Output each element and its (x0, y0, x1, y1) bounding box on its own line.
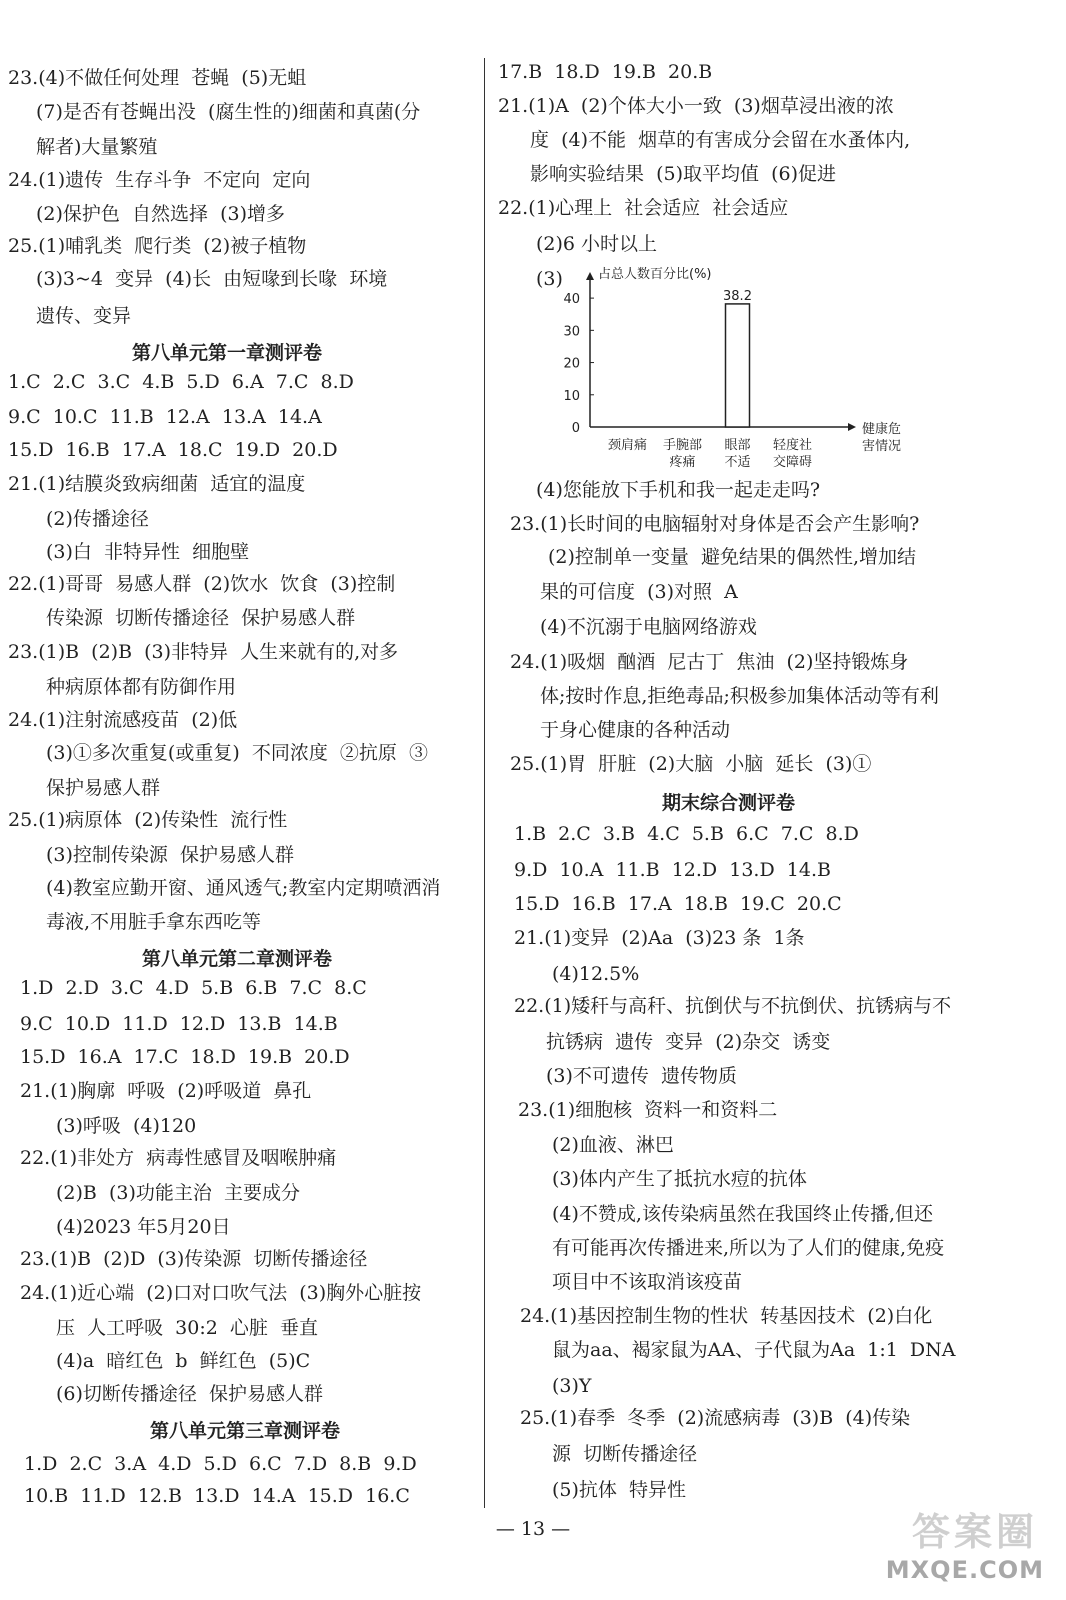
x-tick-label: 不适 (724, 455, 751, 470)
answer-line: 1.D 2.C 3.A 4.D 5.D 6.C 7.D 8.B 9.D (24, 1453, 417, 1475)
answer-line: 23.(1)B (2)D (3)传染源 切断传播途径 (20, 1248, 368, 1270)
x-tick-label: 交障碍 (772, 455, 813, 470)
y-tick-label: 30 (563, 324, 580, 340)
answer-line: 于身心健康的各种活动 (540, 719, 731, 741)
x-axis-label: 害情况 (862, 439, 902, 454)
bar-chart (540, 262, 920, 477)
answer-line: (2)控制单一变量 避免结果的偶然性,增加结 (548, 546, 917, 568)
y-tick-label: 0 (571, 421, 580, 436)
answer-line: 解者)大量繁殖 (36, 136, 158, 158)
answer-line: 24.(1)基因控制生物的性状 转基因技术 (2)白化 (520, 1305, 933, 1327)
x-axis-arrow (848, 423, 856, 431)
answer-line: 1.C 2.C 3.C 4.B 5.D 6.A 7.C 8.D (8, 371, 354, 393)
x-tick-label: 疼痛 (669, 455, 696, 470)
answer-line: 体;按时作息,拒绝毒品;积极参加集体活动等有利 (540, 685, 939, 707)
watermark-logo: 答案圈 (911, 1510, 1038, 1554)
answer-line: 24.(1)近心端 (2)口对口吹气法 (3)胸外心脏按 (20, 1282, 422, 1304)
answer-line: 影响实验结果 (5)取平均值 (6)促进 (530, 163, 836, 185)
answer-line: (4)您能放下手机和我一起走走吗? (536, 479, 821, 501)
answer-line: (6)切断传播途径 保护易感人群 (56, 1383, 323, 1405)
answer-line: 项目中不该取消该疫苗 (552, 1271, 743, 1293)
answer-line: (4)不赞成,该传染病虽然在我国终止传播,但还 (552, 1203, 933, 1225)
y-tick-label: 40 (563, 292, 580, 308)
answer-line: 果的可信度 (3)对照 A (540, 581, 738, 603)
answer-line: (3) (536, 268, 563, 290)
answer-line: 21.(1)A (2)个体大小一致 (3)烟草浸出液的浓 (498, 95, 894, 117)
answer-line: 25.(1)哺乳类 爬行类 (2)被子植物 (8, 235, 307, 257)
answer-line: 24.(1)注射流感疫苗 (2)低 (8, 709, 238, 731)
answer-line: (2)保护色 自然选择 (3)增多 (36, 203, 285, 225)
answer-line: (3)①多次重复(或重复) 不同浓度 ②抗原 ③ (46, 742, 428, 764)
answer-line: 21.(1)变异 (2)Aa (3)23 条 1条 (514, 927, 805, 949)
answer-line: (2)B (3)功能主治 主要成分 (56, 1182, 300, 1204)
answer-line: 度 (4)不能 烟草的有害成分会留在水蚤体内, (530, 129, 911, 151)
answer-line: 22.(1)矮秆与高秆、抗倒伏与不抗倒伏、抗锈病与不 (514, 995, 952, 1017)
answer-line: (2)传播途径 (46, 508, 149, 530)
answer-line: (4)教室应勤开窗、通风透气;教室内定期喷洒消 (46, 877, 441, 899)
answer-line: (5)抗体 特异性 (552, 1479, 686, 1501)
answer-line: (4)2023 年5月20日 (56, 1216, 231, 1238)
bar (726, 304, 750, 427)
answer-line: 25.(1)春季 冬季 (2)流感病毒 (3)B (4)传染 (520, 1407, 911, 1429)
answer-line: (4)不沉溺于电脑网络游戏 (540, 616, 757, 638)
answer-line: 源 切断传播途径 (552, 1443, 698, 1465)
answer-line: 22.(1)哥哥 易感人群 (2)饮水 饮食 (3)控制 (8, 573, 396, 595)
answer-line: 遗传、变异 (36, 305, 132, 327)
answer-line: 24.(1)吸烟 酗酒 尼古丁 焦油 (2)坚持锻炼身 (510, 651, 909, 673)
section-heading: 第八单元第一章测评卷 (132, 342, 323, 364)
answer-line: 10.B 11.D 12.B 13.D 14.A 15.D 16.C (24, 1485, 410, 1507)
answer-line: 24.(1)遗传 生存斗争 不定向 定向 (8, 169, 311, 191)
y-axis-arrow (586, 272, 594, 280)
x-tick-label: 颈肩痛 (607, 438, 648, 453)
section-heading: 第八单元第三章测评卷 (150, 1420, 341, 1442)
answer-line: 22.(1)非处方 病毒性感冒及咽喉肿痛 (20, 1147, 337, 1169)
answer-line: 9.C 10.C 11.B 12.A 13.A 14.A (8, 406, 322, 428)
answer-line: 15.D 16.A 17.C 18.D 19.B 20.D (20, 1046, 350, 1068)
answer-line: 17.B 18.D 19.B 20.B (498, 61, 713, 83)
answer-line: 25.(1)病原体 (2)传染性 流行性 (8, 809, 288, 831)
answer-line: 1.D 2.D 3.C 4.D 5.B 6.B 7.C 8.C (20, 977, 367, 999)
answer-line: 23.(4)不做任何处理 苍蝇 (5)无蛆 (8, 67, 307, 89)
answer-line: 21.(1)胸廓 呼吸 (2)呼吸道 鼻孔 (20, 1080, 312, 1102)
section-heading: 期末综合测评卷 (662, 792, 796, 814)
answer-line: 1.B 2.C 3.B 4.C 5.B 6.C 7.C 8.D (514, 823, 859, 845)
answer-line: (3)3~4 变异 (4)长 由短喙到长喙 环境 (36, 268, 388, 290)
data-label: 38.2 (723, 288, 752, 304)
answer-line: 有可能再次传播进来,所以为了人们的健康,免疫 (552, 1237, 945, 1259)
answer-line: 21.(1)结膜炎致病细菌 适宜的温度 (8, 473, 306, 495)
answer-line: 压 人工呼吸 30:2 心脏 垂直 (56, 1317, 318, 1339)
answer-line: (2)血液、淋巴 (552, 1134, 674, 1156)
answer-line: 保护易感人群 (46, 777, 161, 799)
column-divider (484, 58, 485, 1508)
page-number: — 13 — (495, 1518, 571, 1540)
answer-line: (3)控制传染源 保护易感人群 (46, 844, 294, 866)
answer-line: (2)6 小时以上 (536, 233, 658, 255)
answer-line: 传染源 切断传播途径 保护易感人群 (46, 607, 356, 629)
x-tick-label: 轻度社 (772, 438, 813, 453)
answer-line: 抗锈病 遗传 变异 (2)杂交 诱变 (546, 1031, 831, 1053)
y-tick-label: 10 (563, 388, 580, 404)
answer-line: (3)呼吸 (4)120 (56, 1115, 197, 1137)
answer-line: 9.D 10.A 11.B 12.D 13.D 14.B (514, 859, 831, 881)
answer-line: 15.D 16.B 17.A 18.C 19.D 20.D (8, 439, 338, 461)
answer-line: (4)a 暗红色 b 鲜红色 (5)C (56, 1350, 311, 1372)
answer-line: 15.D 16.B 17.A 18.B 19.C 20.C (514, 893, 842, 915)
answer-line: (7)是否有苍蝇出没 (腐生性的)细菌和真菌(分 (36, 101, 421, 123)
watermark-text: MXQE.COM (885, 1556, 1044, 1584)
y-axis-label: 占总人数百分比(%) (598, 267, 712, 282)
x-tick-label: 眼部 (724, 438, 751, 453)
y-tick-label: 20 (563, 356, 580, 372)
answer-line: 23.(1)B (2)B (3)非特异 人生来就有的,对多 (8, 641, 399, 663)
answer-line: (3)体内产生了抵抗水痘的抗体 (552, 1168, 807, 1190)
answer-line: 25.(1)胃 肝脏 (2)大脑 小脑 延长 (3)① (510, 753, 872, 775)
answer-line: 毒液,不用脏手拿东西吃等 (46, 911, 262, 933)
section-heading: 第八单元第二章测评卷 (142, 948, 333, 970)
answer-line: 鼠为aa、褐家鼠为AA、子代鼠为Aa 1:1 DNA (552, 1339, 956, 1361)
x-axis-label: 健康危 (862, 422, 902, 437)
answer-line: 22.(1)心理上 社会适应 社会适应 (498, 197, 789, 219)
answer-line: (3)白 非特异性 细胞壁 (46, 541, 250, 563)
answer-line: 23.(1)长时间的电脑辐射对身体是否会产生影响? (510, 513, 920, 535)
answer-line: 9.C 10.D 11.D 12.D 13.B 14.B (20, 1013, 338, 1035)
answer-line: (3)不可遗传 遗传物质 (546, 1065, 737, 1087)
answer-line: (4)12.5% (552, 963, 640, 985)
answer-line: 23.(1)细胞核 资料一和资料二 (518, 1099, 778, 1121)
x-tick-label: 手腕部 (662, 438, 703, 453)
answer-line: 种病原体都有防御作用 (46, 676, 237, 698)
answer-line: (3)Y (552, 1375, 592, 1397)
